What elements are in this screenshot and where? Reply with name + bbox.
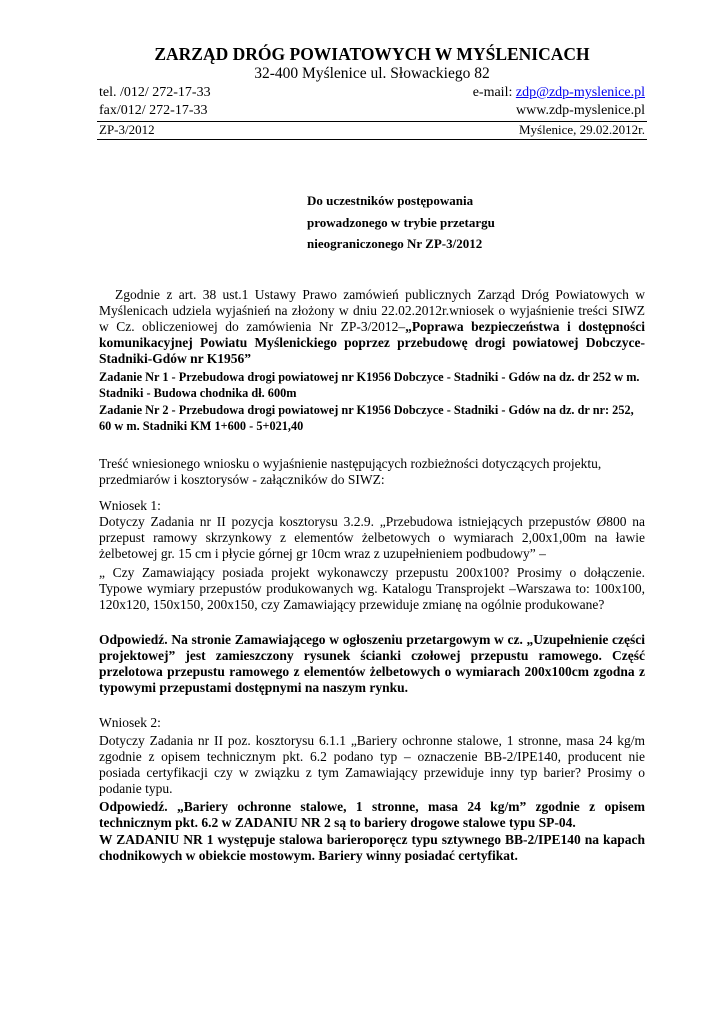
request-2-heading: Wniosek 2: [99,715,161,730]
request-2-text: Dotyczy Zadania nr II poz. kosztorysu 6.1.1 „Bariery ochronne stalowe, 1 stronne, masa 24 kg/m zgodnie z opisem technicznym pkt. 6.2 podano typ – oznaczenie BB-2/IPE140, producent nie posiada certyfikacji czy w związku z tym Zamawiający przewiduje inny typ barier? Prosimy o podanie typu. [99,733,645,796]
email-label: e-mail: [472,85,516,100]
reference-row [99,122,645,138]
task-2: Zadanie Nr 2 - Przebudowa drogi powiatowej nr K1956 Dobczyce - Stadniki - Gdów na dz. dr nr: 252, 60 w m. Stadniki KM 1+600 - 5+021,40 [99,403,634,433]
email-link[interactable]: zdp@zdp-myslenice.pl [515,85,645,100]
fax: fax/012/ 272-17-33 [99,103,208,118]
telephone: tel. /012/ 272-17-33 [99,85,211,100]
website: www.zdp-myslenice.pl [516,103,645,118]
addressee-line-2: prowadzonego w trybie przetargu [307,214,495,230]
organization-title: ZARZĄD DRÓG POWIATOWYCH W MYŚLENICACH [154,44,590,64]
intro-paragraph [99,287,645,367]
contact-row-tel-email [99,84,645,102]
header-divider-bottom [97,139,647,140]
addressee-block [307,190,495,255]
project-title: „Poprawa bezpieczeństwa i dostępności komunikacyjnej Powiatu Myślenickiego poprzez przebudowę drogi powiatowej Dobczyce-Stadniki-Gdów nr K1956” [99,319,645,366]
answer-2-part-1: Odpowiedź. „Bariery ochronne stalowe, 1 stronne, masa 24 kg/m” zgodnie z opisem technicznym pkt. 6.2 w ZADANIU NR 2 są to bariery drogowe stalowe typu SP-04. [99,799,645,830]
intro-text: Zgodnie z art. 38 ust.1 Ustawy Prawo zamówień publicznych Zarząd Dróg Powiatowych w Myślenicach udziela wyjaśnień na złożony w dniu 22.02.2012r.wniosek o wyjaśnienie treści SIWZ w Cz. obliczeniowej do zamówienia Nr ZP-3/2012– [99,287,645,334]
contact-row-fax-web [99,102,645,120]
task-1: Zadanie Nr 1 - Przebudowa drogi powiatowej nr K1956 Dobczyce - Stadniki - Gdów na dz. dr 252 w m. Stadniki - Budowa chodnika dł. 600m [99,370,640,400]
answer-1: Odpowiedź. Na stronie Zamawiającego w ogłoszeniu przetargowym w cz. „Uzupełnienie części projektowej” jest zamieszczony rysunek ścianki czołowej przepustu ramowego. Część przelotowa przepustu ramowego z elementów żelbetowych o wymiarach 200x100cm zgodna z typowymi przepustami dostępnymi na naszym rynku. [99,632,645,695]
request-1-text: Dotyczy Zadania nr II pozycja kosztorysu 3.2.9. „Przebudowa istniejących przepustów Ø800 na przepust ramowy skrzynkowy z elementów żelbetowych o wymiarach 2,00x1,00m na ławie żelbetowej gr. 15 cm i płycie górnej gr 10cm wraz z uzupełnieniem podbudowy” – [99,514,645,561]
organization-address: 32-400 Myślenice ul. Słowackiego 82 [254,65,490,82]
answer-2-part-2: W ZADANIU NR 1 występuje stalowa barieroporęcz typu sztywnego BB-2/IPE140 na kapach chodnikowych w obiekcie mostowym. Bariery winny posiadać certyfikat. [99,832,645,863]
request-1-question: „ Czy Zamawiający posiada projekt wykonawczy przepustu 200x100? Prosimy o dołączenie. Typowe wymiary przepustów produkowanych wg. Katalogu Transprojekt –Warszawa to: 100x100, 120x120, 150x150, 200x150, czy Zamawiający przewiduje zmianę na ogólnie produkowane? [99,565,645,612]
email-line [473,84,645,102]
addressee-line-1: Do uczestników postępowania [307,193,474,208]
reference-number: ZP-3/2012 [99,122,155,137]
place-date: Myślenice, 29.02.2012r. [518,122,645,137]
request-intro: Treść wniesionego wniosku o wyjaśnienie następujących rozbieżności dotyczących projektu, przedmiarów i kosztorysów - załączników do SIWZ: [99,456,602,487]
request-1-heading: Wniosek 1: [99,498,161,513]
addressee-line-3: nieograniczonego Nr ZP-3/2012 [307,236,483,251]
